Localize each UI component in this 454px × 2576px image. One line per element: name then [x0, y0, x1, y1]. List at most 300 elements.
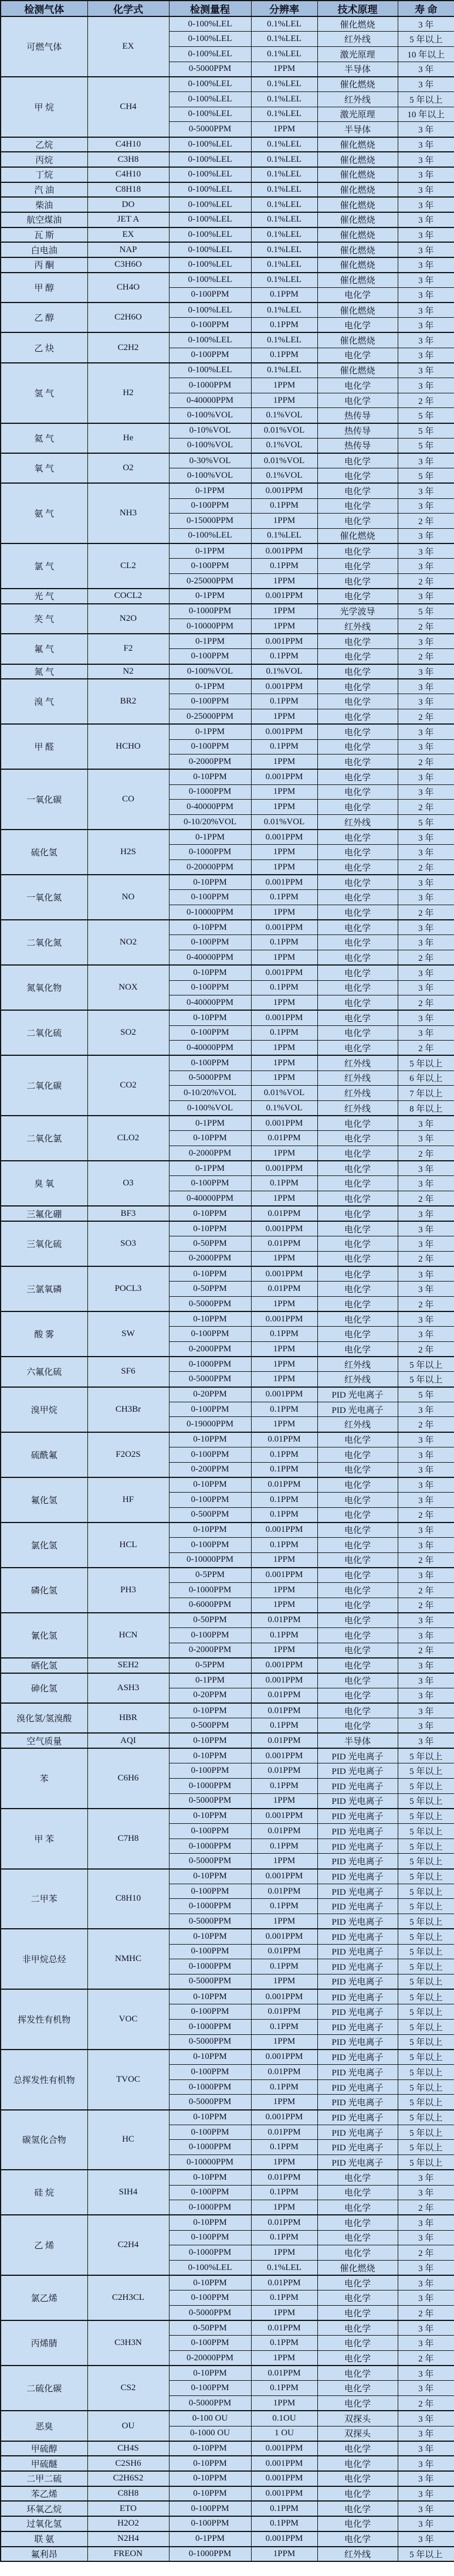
principle-cell: 电化学 — [317, 1598, 398, 1613]
lifespan-cell: 5 年以上 — [398, 1959, 454, 1975]
resolution-cell: 0.1PPM — [251, 1718, 317, 1734]
principle-cell: 电化学 — [317, 559, 398, 574]
formula-cell: CH4S — [87, 2441, 169, 2456]
lifespan-cell: 3 年 — [398, 2501, 454, 2516]
header-formula: 化学式 — [87, 1, 169, 16]
gas-name-cell: 丙烯腈 — [1, 2320, 87, 2366]
gas-name-cell: 光 气 — [1, 589, 87, 604]
table-row — [1, 16, 454, 32]
principle-cell: 电化学 — [317, 2215, 398, 2230]
range-cell: 0-100%LEL — [169, 257, 251, 273]
resolution-cell: 0.001PPM — [251, 679, 317, 694]
gas-name-cell: 二甲二硫 — [1, 2471, 87, 2486]
principle-cell: 电化学 — [317, 589, 398, 604]
range-cell: 0-100PPM — [169, 1447, 251, 1462]
principle-cell: 催化燃烧 — [317, 227, 398, 243]
principle-cell: 红外线 — [317, 2547, 398, 2562]
principle-cell: PID 光电离子 — [317, 2079, 398, 2095]
range-cell: 0-10PPM — [169, 2366, 251, 2381]
formula-cell: C2H3CL — [87, 2275, 169, 2320]
resolution-cell: 0.1PPM — [251, 1537, 317, 1552]
lifespan-cell: 3 年 — [398, 920, 454, 935]
formula-cell: H2O2 — [87, 2516, 169, 2531]
resolution-cell: 0.1%LEL — [251, 152, 317, 167]
lifespan-cell: 2 年 — [398, 2200, 454, 2215]
principle-cell: 半导体 — [317, 62, 398, 77]
table-row — [1, 965, 454, 980]
range-cell: 0-10PPM — [169, 1477, 251, 1493]
principle-cell: 电化学 — [317, 2230, 398, 2245]
lifespan-cell: 3 年 — [398, 694, 454, 709]
principle-cell: PID 光电离子 — [317, 1854, 398, 1869]
table-row — [1, 589, 454, 604]
resolution-cell: 0.1PPM — [251, 1899, 317, 1914]
range-cell: 0-100%LEL — [169, 16, 251, 32]
resolution-cell: 1PPM — [251, 378, 317, 393]
principle-cell: 电化学 — [317, 2501, 398, 2516]
range-cell: 0-100PPM — [169, 2185, 251, 2200]
range-cell: 0-2000PPM — [169, 1643, 251, 1658]
resolution-cell: 0.01PPM — [251, 1282, 317, 1297]
range-cell: 0-10PPM — [169, 1131, 251, 1146]
resolution-cell: 1PPM — [251, 1598, 317, 1613]
principle-cell: PID 光电离子 — [317, 1959, 398, 1975]
principle-cell: 电化学 — [317, 1568, 398, 1583]
principle-cell: 电化学 — [317, 860, 398, 875]
range-cell: 0-1000PPM — [169, 2019, 251, 2034]
formula-cell: ASH3 — [87, 1673, 169, 1703]
principle-cell: 电化学 — [317, 1161, 398, 1176]
principle-cell: 电化学 — [317, 2275, 398, 2290]
principle-cell: 电化学 — [317, 2290, 398, 2306]
range-cell: 0-500PPM — [169, 1718, 251, 1734]
principle-cell: 激光原理 — [317, 46, 398, 62]
resolution-cell: 0.1PPM — [251, 739, 317, 755]
principle-cell: PID 光电离子 — [317, 1929, 398, 1944]
principle-cell: 电化学 — [317, 800, 398, 815]
range-cell: 0-10PPM — [169, 2050, 251, 2065]
range-cell: 0-1PPM — [169, 679, 251, 694]
resolution-cell: 1PPM — [251, 573, 317, 589]
table-row — [1, 483, 454, 498]
formula-cell: EX — [87, 227, 169, 243]
principle-cell: 电化学 — [317, 709, 398, 725]
principle-cell: 电化学 — [317, 1643, 398, 1658]
resolution-cell: 1 OU — [251, 2426, 317, 2441]
lifespan-cell: 6 年以上 — [398, 1070, 454, 1086]
lifespan-cell: 7 年以上 — [398, 1086, 454, 1101]
range-cell: 0-100PPM — [169, 649, 251, 664]
lifespan-cell: 2 年 — [398, 619, 454, 634]
range-cell: 0-100%LEL — [169, 107, 251, 122]
lifespan-cell: 5 年以上 — [398, 1809, 454, 1824]
range-cell: 0-100PPM — [169, 1884, 251, 1899]
principle-cell: 电化学 — [317, 1583, 398, 1598]
lifespan-cell: 5 年以上 — [398, 1989, 454, 2004]
lifespan-cell: 3 年 — [398, 2275, 454, 2290]
lifespan-cell: 2 年 — [398, 755, 454, 770]
table-row — [1, 197, 454, 212]
formula-cell: HCN — [87, 1613, 169, 1658]
resolution-cell: 0.001PPM — [251, 1869, 317, 1884]
principle-cell: PID 光电离子 — [317, 1914, 398, 1929]
table-row — [1, 664, 454, 679]
principle-cell: 电化学 — [317, 2366, 398, 2381]
formula-cell: ETO — [87, 2501, 169, 2516]
gas-name-cell: 非甲烷总烃 — [1, 1929, 87, 1989]
principle-cell: 电化学 — [317, 1688, 398, 1703]
gas-name-cell: 一氧化氮 — [1, 875, 87, 920]
lifespan-cell: 3 年 — [398, 2471, 454, 2486]
formula-cell: C4H10 — [87, 167, 169, 182]
resolution-cell: 0.1%LEL — [251, 182, 317, 198]
resolution-cell: 1PPM — [251, 1793, 317, 1809]
formula-cell: DO — [87, 197, 169, 212]
gas-name-cell: 氨 气 — [1, 483, 87, 543]
range-cell: 0-100PPM — [169, 2290, 251, 2306]
lifespan-cell: 3 年 — [398, 1703, 454, 1718]
range-cell: 0-100PPM — [169, 739, 251, 755]
resolution-cell: 0.1%LEL — [251, 2260, 317, 2275]
resolution-cell: 0.1PPM — [251, 287, 317, 303]
range-cell: 0-1000PPM — [169, 1959, 251, 1975]
range-cell: 0-5PPM — [169, 1568, 251, 1583]
lifespan-cell: 2 年 — [398, 649, 454, 664]
lifespan-cell: 3 年 — [398, 2516, 454, 2531]
gas-name-cell: 笑 气 — [1, 604, 87, 634]
formula-cell: SW — [87, 1311, 169, 1357]
principle-cell: 电化学 — [317, 1251, 398, 1266]
gas-name-cell: 氮 气 — [1, 664, 87, 679]
lifespan-cell: 5 年以上 — [398, 2140, 454, 2155]
range-cell: 0-100%LEL — [169, 242, 251, 257]
resolution-cell: 1PPM — [251, 2155, 317, 2170]
principle-cell: 热传导 — [317, 423, 398, 439]
principle-cell: 电化学 — [317, 1342, 398, 1357]
resolution-cell: 1PPM — [251, 1146, 317, 1161]
lifespan-cell: 5 年以上 — [398, 1869, 454, 1884]
header-principle: 技术原理 — [317, 1, 398, 16]
resolution-cell: 1PPM — [251, 755, 317, 770]
resolution-cell: 1PPM — [251, 950, 317, 966]
resolution-cell: 0.1PPM — [251, 2336, 317, 2351]
formula-cell: He — [87, 423, 169, 453]
range-cell: 0-10PPM — [169, 1929, 251, 1944]
lifespan-cell: 3 年 — [398, 2230, 454, 2245]
lifespan-cell: 3 年 — [398, 1658, 454, 1673]
resolution-cell: 0.001PPM — [251, 634, 317, 649]
lifespan-cell: 5 年以上 — [398, 2547, 454, 2562]
principle-cell: 电化学 — [317, 1523, 398, 1538]
header-lifespan: 寿 命 — [398, 1, 454, 16]
lifespan-cell: 2 年 — [398, 1598, 454, 1613]
lifespan-cell: 3 年 — [398, 16, 454, 32]
resolution-cell: 0.1PPM — [251, 559, 317, 574]
gas-name-cell: 氰化氢 — [1, 1613, 87, 1658]
resolution-cell: 0.001PPM — [251, 543, 317, 559]
range-cell: 0-100%VOL — [169, 1101, 251, 1116]
principle-cell: 催化燃烧 — [317, 257, 398, 273]
principle-cell: 电化学 — [317, 2441, 398, 2456]
formula-cell: SO3 — [87, 1221, 169, 1266]
range-cell: 0-5000PPM — [169, 1974, 251, 1989]
principle-cell: 催化燃烧 — [317, 77, 398, 92]
range-cell: 0-1000PPM — [169, 784, 251, 800]
range-cell: 0-1PPM — [169, 483, 251, 498]
principle-cell: 电化学 — [317, 2351, 398, 2366]
resolution-cell: 0.001PPM — [251, 1311, 317, 1327]
lifespan-cell: 2 年 — [398, 1146, 454, 1161]
lifespan-cell: 5 年以上 — [398, 2065, 454, 2080]
table-row — [1, 77, 454, 92]
range-cell: 0-100PPM — [169, 2516, 251, 2531]
resolution-cell: 0.1PPM — [251, 980, 317, 995]
principle-cell: 催化燃烧 — [317, 242, 398, 257]
principle-cell: 电化学 — [317, 2516, 398, 2531]
range-cell: 0-1000 OU — [169, 2426, 251, 2441]
lifespan-cell: 5 年以上 — [398, 2125, 454, 2140]
gas-name-cell: 三氧化硫 — [1, 1221, 87, 1266]
lifespan-cell: 3 年 — [398, 664, 454, 679]
resolution-cell: 0.001PPM — [251, 875, 317, 890]
gas-name-cell: 硅 烷 — [1, 2170, 87, 2215]
gas-name-cell: 甲 烷 — [1, 77, 87, 137]
range-cell: 0-2000PPM — [169, 1146, 251, 1161]
gas-name-cell: 氧 气 — [1, 453, 87, 483]
principle-cell: PID 光电离子 — [317, 1402, 398, 1417]
principle-cell: 催化燃烧 — [317, 2260, 398, 2275]
resolution-cell: 0.01PPM — [251, 1944, 317, 1959]
resolution-cell: 0.1PPM — [251, 2381, 317, 2396]
range-cell: 0-25000PPM — [169, 573, 251, 589]
formula-cell: C2H6S2 — [87, 2471, 169, 2486]
lifespan-cell: 3 年 — [398, 1673, 454, 1688]
lifespan-cell: 2 年 — [398, 905, 454, 920]
lifespan-cell: 2 年 — [398, 950, 454, 966]
resolution-cell: 1PPM — [251, 1914, 317, 1929]
formula-cell: CH3Br — [87, 1387, 169, 1432]
principle-cell: PID 光电离子 — [317, 1899, 398, 1914]
lifespan-cell: 2 年 — [398, 573, 454, 589]
range-cell: 0-10PPM — [169, 2471, 251, 2486]
table-row — [1, 1161, 454, 1176]
resolution-cell: 0.01%VOL — [251, 1086, 317, 1101]
gas-name-cell: 恶臭 — [1, 2411, 87, 2441]
range-cell: 0-100PPM — [169, 1824, 251, 1839]
principle-cell: 催化燃烧 — [317, 182, 398, 198]
formula-cell: C3H8 — [87, 152, 169, 167]
lifespan-cell: 5 年以上 — [398, 2019, 454, 2034]
resolution-cell: 0.1OU — [251, 2411, 317, 2426]
formula-cell: H2 — [87, 363, 169, 423]
range-cell: 0-10PPM — [169, 1748, 251, 1763]
gas-name-cell: 挥发性有机物 — [1, 1989, 87, 2050]
lifespan-cell: 3 年 — [398, 1628, 454, 1643]
table-row — [1, 1221, 454, 1236]
lifespan-cell: 3 年 — [398, 2381, 454, 2396]
lifespan-cell: 5 年 — [398, 438, 454, 453]
resolution-cell: 0.1PPM — [251, 318, 317, 333]
principle-cell: 半导体 — [317, 1733, 398, 1748]
principle-cell: 电化学 — [317, 679, 398, 694]
principle-cell: 双探头 — [317, 2411, 398, 2426]
resolution-cell: 0.1%VOL — [251, 468, 317, 484]
lifespan-cell: 3 年 — [398, 890, 454, 905]
range-cell: 0-5000PPM — [169, 1372, 251, 1387]
resolution-cell: 1PPM — [251, 619, 317, 634]
range-cell: 0-100PPM — [169, 2501, 251, 2516]
principle-cell: 电化学 — [317, 2471, 398, 2486]
gas-name-cell: 三氟化硼 — [1, 1206, 87, 1221]
resolution-cell: 0.001PPM — [251, 830, 317, 845]
lifespan-cell: 3 年 — [398, 1613, 454, 1628]
table-row — [1, 2501, 454, 2516]
lifespan-cell: 5 年以上 — [398, 2155, 454, 2170]
resolution-cell: 1PPM — [251, 2306, 317, 2321]
principle-cell: 红外线 — [317, 814, 398, 830]
range-cell: 0-1000PPM — [169, 1357, 251, 1372]
table-row — [1, 1055, 454, 1070]
formula-cell: HCL — [87, 1523, 169, 1568]
lifespan-cell: 5 年以上 — [398, 2004, 454, 2020]
range-cell: 0-10000PPM — [169, 905, 251, 920]
table-row — [1, 303, 454, 318]
principle-cell: 电化学 — [317, 2306, 398, 2321]
range-cell: 0-10PPM — [169, 1989, 251, 2004]
table-row — [1, 257, 454, 273]
table-row — [1, 875, 454, 890]
formula-cell: SIH4 — [87, 2170, 169, 2215]
lifespan-cell: 3 年 — [398, 1718, 454, 1734]
formula-cell: NMHC — [87, 1929, 169, 1989]
formula-cell: C2H6O — [87, 303, 169, 332]
principle-cell: PID 光电离子 — [317, 1387, 398, 1402]
gas-name-cell: 一氧化碳 — [1, 769, 87, 830]
lifespan-cell: 2 年 — [398, 2351, 454, 2366]
lifespan-cell: 5 年 — [398, 1387, 454, 1402]
resolution-cell: 0.01PPM — [251, 1432, 317, 1447]
resolution-cell: 1PPM — [251, 1342, 317, 1357]
formula-cell: O2 — [87, 453, 169, 483]
range-cell: 0-100PPM — [169, 2125, 251, 2140]
principle-cell: 电化学 — [317, 739, 398, 755]
range-cell: 0-10PPM — [169, 1523, 251, 1538]
range-cell: 0-100%LEL — [169, 273, 251, 288]
lifespan-cell: 3 年 — [398, 1025, 454, 1041]
principle-cell: 电化学 — [317, 287, 398, 303]
table-row — [1, 634, 454, 649]
principle-cell: PID 光电离子 — [317, 1944, 398, 1959]
range-cell: 0-100%LEL — [169, 363, 251, 378]
range-cell: 0-1PPM — [169, 2531, 251, 2547]
range-cell: 0-10PPM — [169, 2170, 251, 2185]
resolution-cell: 0.001PPM — [251, 1010, 317, 1025]
range-cell: 0-5000PPM — [169, 1854, 251, 1869]
principle-cell: 电化学 — [317, 995, 398, 1011]
resolution-cell: 1PPM — [251, 604, 317, 619]
principle-cell: PID 光电离子 — [317, 1989, 398, 2004]
range-cell: 0-100%VOL — [169, 438, 251, 453]
principle-cell: 电化学 — [317, 2456, 398, 2471]
lifespan-cell: 3 年 — [398, 167, 454, 182]
resolution-cell: 0.1%VOL — [251, 1101, 317, 1116]
resolution-cell: 0.1PPM — [251, 2501, 317, 2516]
lifespan-cell: 2 年 — [398, 1583, 454, 1598]
lifespan-cell: 3 年 — [398, 634, 454, 649]
range-cell: 0-20000PPM — [169, 860, 251, 875]
range-cell: 0-50PPM — [169, 2320, 251, 2336]
table-row — [1, 1116, 454, 1131]
resolution-cell: 1PPM — [251, 800, 317, 815]
resolution-cell: 0.1%LEL — [251, 363, 317, 378]
range-cell: 0-100%LEL — [169, 182, 251, 198]
range-cell: 0-10PPM — [169, 1266, 251, 1282]
formula-cell: SO2 — [87, 1010, 169, 1055]
resolution-cell: 0.1PPM — [251, 1507, 317, 1523]
resolution-cell: 0.001PPM — [251, 1523, 317, 1538]
principle-cell: 电化学 — [317, 694, 398, 709]
principle-cell: PID 光电离子 — [317, 1809, 398, 1824]
resolution-cell: 1PPM — [251, 1357, 317, 1372]
resolution-cell: 0.1PPM — [251, 1628, 317, 1643]
range-cell: 0-10PPM — [169, 1809, 251, 1824]
resolution-cell: 0.01PPM — [251, 2320, 317, 2336]
principle-cell: 电化学 — [317, 498, 398, 514]
range-cell: 0-100%LEL — [169, 32, 251, 47]
resolution-cell: 0.1PPM — [251, 1176, 317, 1191]
lifespan-cell: 3 年 — [398, 363, 454, 378]
range-cell: 0-100%LEL — [169, 46, 251, 62]
principle-cell: 热传导 — [317, 438, 398, 453]
lifespan-cell: 3 年 — [398, 257, 454, 273]
range-cell: 0-10/20%VOL — [169, 814, 251, 830]
principle-cell: 催化燃烧 — [317, 332, 398, 348]
range-cell: 0-100%LEL — [169, 152, 251, 167]
resolution-cell: 0.1%LEL — [251, 242, 317, 257]
range-cell: 0-10000PPM — [169, 1552, 251, 1568]
resolution-cell: 0.001PPM — [251, 1568, 317, 1583]
principle-cell: 电化学 — [317, 664, 398, 679]
resolution-cell: 0.1%LEL — [251, 32, 317, 47]
lifespan-cell: 3 年 — [398, 332, 454, 348]
lifespan-cell: 3 年 — [398, 769, 454, 784]
range-cell: 0-10PPM — [169, 875, 251, 890]
table-row — [1, 830, 454, 845]
resolution-cell: 0.1%LEL — [251, 107, 317, 122]
range-cell: 0-1000PPM — [169, 845, 251, 860]
lifespan-cell: 5 年以上 — [398, 1899, 454, 1914]
range-cell: 0-1PPM — [169, 634, 251, 649]
lifespan-cell: 2 年 — [398, 1251, 454, 1266]
gas-name-cell: 瓦 斯 — [1, 227, 87, 243]
range-cell: 0-100%LEL — [169, 77, 251, 92]
lifespan-cell: 3 年 — [398, 2486, 454, 2502]
table-row — [1, 1387, 454, 1402]
resolution-cell: 0.1%VOL — [251, 438, 317, 453]
range-cell: 0-500PPM — [169, 1507, 251, 1523]
range-cell: 0-10PPM — [169, 1221, 251, 1236]
formula-cell: C3H3N — [87, 2320, 169, 2366]
principle-cell: 电化学 — [317, 830, 398, 845]
lifespan-cell: 5 年以上 — [398, 1838, 454, 1854]
range-cell: 0-25000PPM — [169, 709, 251, 725]
resolution-cell: 0.01PPM — [251, 2215, 317, 2230]
resolution-cell: 0.001PPM — [251, 965, 317, 980]
lifespan-cell: 3 年 — [398, 483, 454, 498]
range-cell: 0-10PPM — [169, 2215, 251, 2230]
principle-cell: 电化学 — [317, 514, 398, 529]
principle-cell: 电化学 — [317, 905, 398, 920]
